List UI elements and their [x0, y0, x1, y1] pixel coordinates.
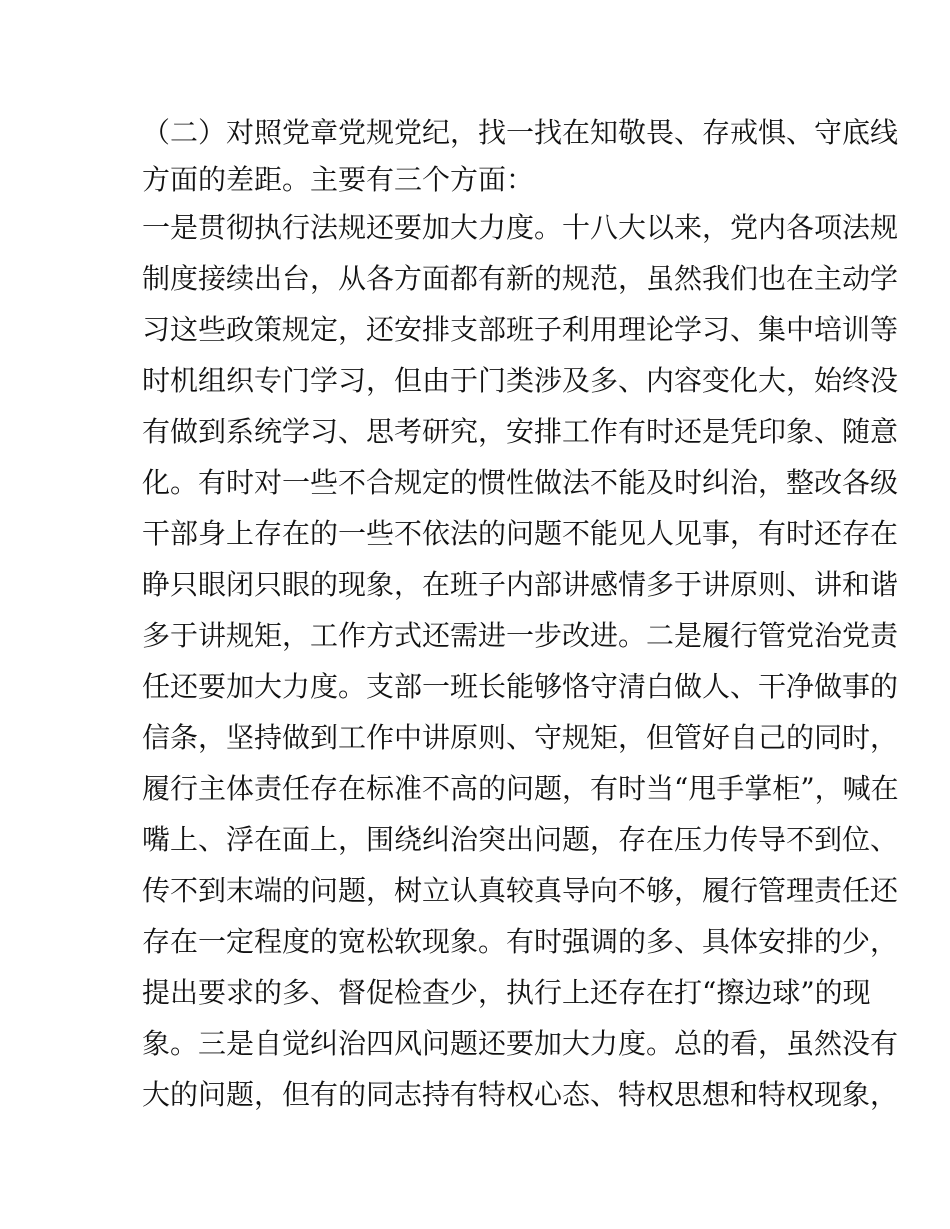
paragraph-line: 象。三是自觉纠治四风问题还要加大力度。总的看，虽然没有 — [142, 1027, 899, 1060]
paragraph-line: 提出要求的多、督促检查少，执行上还存在打“擦边球”的现 — [142, 976, 871, 1009]
paragraph-line: 任还要加大力度。支部一班长能够恪守清白做人、干净做事的 — [142, 670, 899, 703]
paragraph-line: 传不到末端的问题，树立认真较真导向不够，履行管理责任还 — [142, 874, 899, 907]
paragraph-line: 履行主体责任存在标准不高的问题，有时当“甩手掌柜”，喊在 — [142, 772, 899, 805]
paragraph-line: （二）对照党章党规党纪，找一找在知敬畏、存戒惧、守底线 — [142, 116, 899, 149]
paragraph-line: 大的问题，但有的同志持有特权心态、特权思想和特权现象， — [142, 1078, 899, 1111]
paragraph-line: 睁只眼闭只眼的现象，在班子内部讲感情多于讲原则、讲和谐 — [142, 568, 899, 601]
paragraph-line: 干部身上存在的一些不依法的问题不能见人见事，有时还存在 — [142, 517, 899, 550]
paragraph-line: 制度接续出台，从各方面都有新的规范，虽然我们也在主动学 — [142, 262, 899, 295]
paragraph-line: 化。有时对一些不合规定的惯性做法不能及时纠治，整改各级 — [142, 466, 899, 499]
paragraph-line: 嘴上、浮在面上，围绕纠治突出问题，存在压力传导不到位、 — [142, 823, 899, 856]
paragraph-line: 存在一定程度的宽松软现象。有时强调的多、具体安排的少， — [142, 925, 899, 958]
paragraph-line: 多于讲规矩，工作方式还需进一步改进。二是履行管党治党责 — [142, 619, 899, 652]
paragraph-line: 方面的差距。主要有三个方面： — [142, 163, 535, 196]
paragraph-line: 时机组织专门学习，但由于门类涉及多、内容变化大，始终没 — [142, 364, 899, 397]
paragraph-line: 有做到系统学习、思考研究，安排工作有时还是凭印象、随意 — [142, 415, 899, 448]
paragraph-line: 信条，坚持做到工作中讲原则、守规矩，但管好自己的同时， — [142, 721, 899, 754]
paragraph-line: 习这些政策规定，还安排支部班子利用理论学习、集中培训等 — [142, 313, 899, 346]
document-body — [142, 107, 899, 1120]
paragraph-line: 一是贯彻执行法规还要加大力度。十八大以来，党内各项法规 — [142, 211, 899, 244]
